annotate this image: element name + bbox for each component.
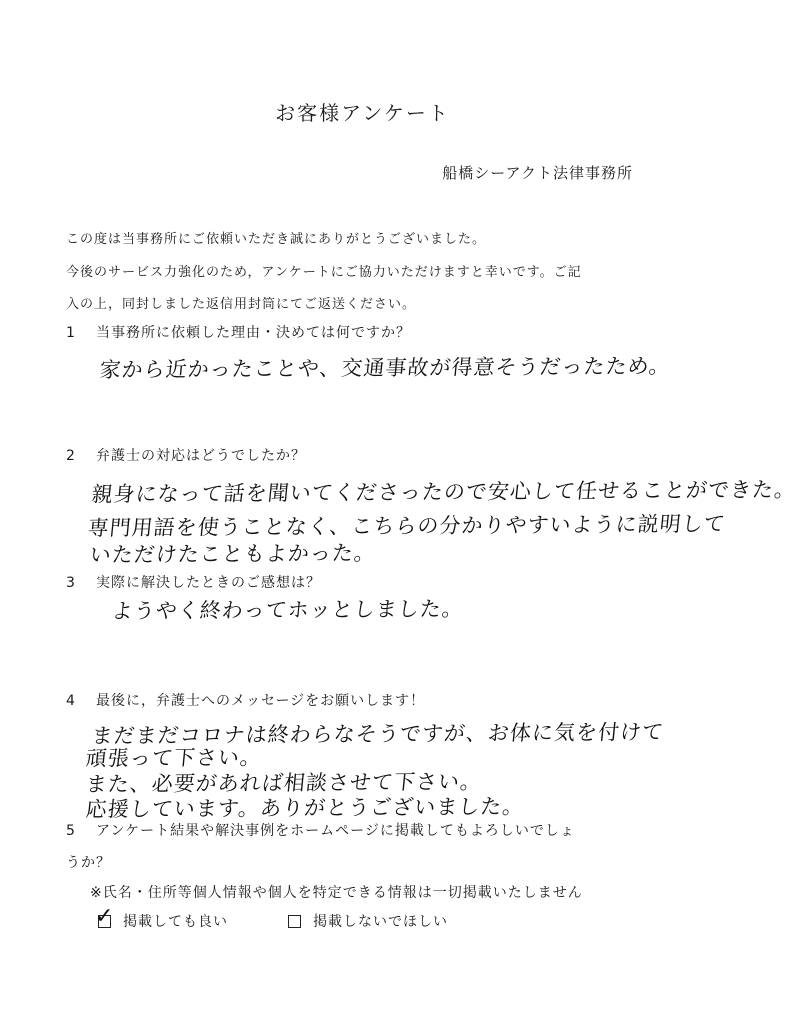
consent-option-no-label: 掲載しないでほしい bbox=[313, 914, 448, 930]
answer-3-line-1: ようやく終わってホッとしました。 bbox=[110, 596, 466, 624]
question-number: 3 bbox=[66, 575, 76, 591]
question-number: 1 bbox=[66, 325, 76, 341]
consent-option-yes[interactable] bbox=[95, 903, 228, 931]
question-text: 当事務所に依頼した理由・決めては何ですか？ bbox=[96, 325, 411, 341]
answer-4-line-4: 応援しています。ありがとうございました。 bbox=[84, 794, 526, 822]
question-5-continuation: うか？ bbox=[66, 855, 111, 871]
question-number: 2 bbox=[66, 448, 76, 464]
checkmark-icon: ✓ bbox=[95, 903, 115, 929]
answer-4-line-2: 頑張って下さい。 bbox=[84, 745, 264, 771]
question-5 bbox=[66, 820, 575, 840]
intro-line-2: 今後のサービス力強化のため，アンケートにご協力いただけますと幸いです。ご記 bbox=[66, 265, 582, 280]
answer-1-line-1: 家から近かったことや、交通事故が得意そうだったため。 bbox=[98, 354, 673, 382]
page-title: お客様アンケート bbox=[275, 101, 450, 125]
consent-option-yes-label: 掲載しても良い bbox=[123, 914, 228, 930]
answer-2-line-1: 親身になって話を聞いてくださったので安心して任せることができた。 bbox=[90, 477, 798, 507]
question-text: 弁護士の対応はどうでしたか？ bbox=[96, 448, 306, 464]
organization-name: 船橋シーアクト法律事務所 bbox=[442, 164, 633, 182]
answer-4-line-3: また、必要があれば相談させて下さい。 bbox=[84, 769, 484, 797]
question-text: アンケート結果や解決事例をホームページに掲載してもよろしいでしょ bbox=[96, 823, 575, 839]
answer-2-line-3: いただけたこともよかった。 bbox=[88, 541, 378, 567]
intro-line-1: この度は当事務所にご依頼いただき誠にありがとうございました。 bbox=[66, 232, 487, 247]
answer-2-line-2: 専門用語を使うことなく、こちらの分かりやすいように説明して bbox=[86, 511, 727, 541]
question-text: 実際に解決したときのご感想は？ bbox=[96, 575, 321, 591]
question-1 bbox=[66, 322, 411, 342]
question-number: 4 bbox=[66, 693, 76, 709]
privacy-note: ※氏名・住所等個人情報や個人を特定できる情報は一切掲載いたしません bbox=[90, 885, 583, 901]
question-number: 5 bbox=[66, 823, 76, 839]
question-2 bbox=[66, 445, 306, 465]
consent-option-no[interactable] bbox=[288, 911, 448, 931]
checkbox-no[interactable] bbox=[288, 915, 301, 928]
intro-line-3: 入の上，同封しました返信用封筒にてご返送ください。 bbox=[66, 297, 417, 312]
question-4 bbox=[66, 690, 425, 710]
question-3 bbox=[66, 572, 321, 592]
checkbox-yes[interactable] bbox=[95, 903, 115, 929]
question-text: 最後に，弁護士へのメッセージをお願いします！ bbox=[96, 693, 426, 709]
answer-4-line-1: まだまだコロナは終わらなそうですが、お体に気を付けて bbox=[90, 720, 666, 748]
